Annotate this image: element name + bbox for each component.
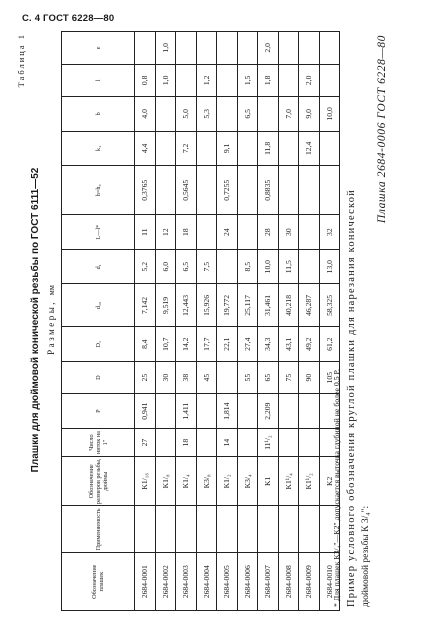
table-cell: 2684-0001 [135,553,156,611]
table-cell [155,506,176,553]
table-cell: 61,2 [319,327,340,362]
table-row [196,32,217,611]
table-cell: 11 [135,215,156,250]
table-cell: 8,4 [135,327,156,362]
table-cell [217,97,238,132]
table-cell: 6,5 [176,249,197,284]
col-header-p: P [62,394,135,429]
table-cell [278,32,299,65]
col-header-l: l [62,64,135,96]
table-cell: 105 [319,361,340,393]
table-cell: 10,0 [258,249,279,284]
table-row [135,32,156,611]
table-cell: 2684-0009 [299,553,320,611]
table-cell: 2684-0003 [176,553,197,611]
table-cell [196,32,217,65]
table-body [135,32,340,611]
table-cell: 43,1 [278,327,299,362]
table-cell: 31,461 [258,284,279,327]
table-cell: 58,325 [319,284,340,327]
col-header-l-l: L—l* [62,215,135,250]
table-cell: K1¹/₄ [278,457,299,506]
table-cell [217,32,238,65]
table-cell: 11,5 [278,249,299,284]
table-cell [299,32,320,65]
table-cell: 1,0 [155,32,176,65]
table-cell: 2,209 [258,394,279,429]
table-cell: 9,0 [299,97,320,132]
table-cell: 1,2 [196,64,217,96]
table-cell: 28 [258,215,279,250]
table-cell: 90 [299,361,320,393]
table-cell [196,166,217,215]
table-cell: 19,772 [217,284,238,327]
table-cell: 1,411 [176,394,197,429]
table-cell [196,215,217,250]
table-cell: 0,7255 [217,166,238,215]
table-row [299,32,320,611]
table-cell [278,394,299,429]
table-cell: 22,1 [217,327,238,362]
table-cell: 5,0 [176,97,197,132]
table-cell: 0,8 [135,64,156,96]
table-cell: 12,443 [176,284,197,327]
table-cell: 30 [155,361,176,393]
table-cell [299,215,320,250]
rotated-content [14,25,404,615]
table-cell: 2684-0010 [319,553,340,611]
table-cell [196,428,217,456]
table-row [237,32,258,611]
table-cell [237,394,258,429]
table-cell [237,428,258,456]
col-header-k1: k₁ [62,131,135,166]
table-cell: 24 [217,215,238,250]
table-cell [155,394,176,429]
table-cell: 46,287 [299,284,320,327]
table-cell: 6,5 [237,97,258,132]
page-header: С. 4 ГОСТ 6228—80 [22,13,115,24]
table-cell: 27,4 [237,327,258,362]
table-cell [258,97,279,132]
table-cell: 0,941 [135,394,156,429]
table-cell [278,131,299,166]
table-cell [217,249,238,284]
table-cell [217,64,238,96]
col-header-thread-size: Обозначение размеров резьбы, дюймы [62,457,135,506]
table-cell: 15,926 [196,284,217,327]
table-cell [237,131,258,166]
table-cell [278,64,299,96]
table-cell: 12,4 [299,131,320,166]
table-cell [319,64,340,96]
table-cell: 18 [176,428,197,456]
table-cell: 7,2 [176,131,197,166]
table-cell: 1,8 [258,64,279,96]
table-row [176,32,197,611]
table-cell: 1,0 [155,64,176,96]
table-cell: 30 [278,215,299,250]
table-cell: K2 [319,457,340,506]
table-cell: 12 [155,215,176,250]
table-cell: K1¹/₂ [299,457,320,506]
table-cell: 14,2 [176,327,197,362]
col-header-e: e [62,32,135,65]
col-header-threads-per-inch: Число ниток на 1" [62,428,135,456]
table-cell: 0,8835 [258,166,279,215]
table-cell: 45 [196,361,217,393]
table-cell [237,166,258,215]
table-cell: 2684-0007 [258,553,279,611]
plates-table [61,31,340,611]
table-cell: 18 [176,215,197,250]
table-cell: 5,2 [135,249,156,284]
table-cell: 49,2 [299,327,320,362]
table-cell [135,32,156,65]
table-cell: 2,0 [258,32,279,65]
table-title: Плашки для дюймовой конической резьбы по ГОСТ 6111—52 [30,167,41,473]
table-cell: 5,3 [196,97,217,132]
table-cell: 0,5645 [176,166,197,215]
table-cell [319,131,340,166]
table-cell: K1/₄ [176,457,197,506]
table-cell: 2,0 [299,64,320,96]
table-cell: 2684-0004 [196,553,217,611]
table-cell [176,506,197,553]
table-cell [299,249,320,284]
table-cell [319,32,340,65]
col-header-d: D [62,361,135,393]
table-cell: 2684-0008 [278,553,299,611]
dimensions-label [46,25,56,615]
table-cell: 11,8 [258,131,279,166]
table-cell: K1/₂ [217,457,238,506]
table-row [217,32,238,611]
table-cell: 1,814 [217,394,238,429]
col-header-d1-small: d₁ [62,249,135,284]
table-cell [299,506,320,553]
table-cell: K3/₈ [196,457,217,506]
table-row [258,32,279,611]
table-cell [135,506,156,553]
table-cell [217,361,238,393]
col-header-d16: d₁₆ [62,284,135,327]
table-cell: 14 [217,428,238,456]
table-cell: 13,0 [319,249,340,284]
table-cell [278,428,299,456]
col-header-applicability: Применяемость [62,506,135,553]
table-cell: K1/₁₆ [135,457,156,506]
table-cell: 27 [135,428,156,456]
table-cell: 0,3765 [135,166,156,215]
table-cell [237,506,258,553]
table-cell [176,32,197,65]
table-cell: 1,5 [237,64,258,96]
table-cell: 2684-0005 [217,553,238,611]
table-cell: K1 [258,457,279,506]
table-cell [278,166,299,215]
table-cell: 7,0 [278,97,299,132]
table-row [278,32,299,611]
table-footnote: * Для плашек К3/₄"—К2" допускается выточка глубиной не более 0,5 P. [332,369,341,607]
table-cell [237,215,258,250]
table-cell [237,32,258,65]
table-cell [196,131,217,166]
table-cell: 25 [135,361,156,393]
dimensions-text: Размеры, [46,299,56,355]
table-cell: 9,519 [155,284,176,327]
table-label: Таблица 1 [16,33,26,88]
table-cell [155,97,176,132]
table-cell [299,166,320,215]
table-cell [278,506,299,553]
table-cell: 4,0 [135,97,156,132]
table-cell: 2684-0002 [155,553,176,611]
table-cell [217,506,238,553]
table-cell [299,394,320,429]
table-cell: 4,4 [135,131,156,166]
table-cell [319,166,340,215]
table-cell: 2684-0006 [237,553,258,611]
example-designation: Плашка 2684-0006 ГОСТ 6228—80 [376,35,388,224]
table-cell: 11¹/₂ [258,428,279,456]
table-cell [176,64,197,96]
table-cell [155,166,176,215]
table-cell: 40,218 [278,284,299,327]
table-cell: 17,7 [196,327,217,362]
table-cell: 7,142 [135,284,156,327]
table-cell: 9,1 [217,131,238,166]
table-cell: 6,0 [155,249,176,284]
table-cell: 55 [237,361,258,393]
table-cell [258,506,279,553]
table-header-row [62,32,135,611]
table-cell: 34,3 [258,327,279,362]
table-cell [196,394,217,429]
col-header-b: b [62,97,135,132]
col-header-d1: D₁ [62,327,135,362]
table-cell: K1/₈ [155,457,176,506]
table-cell: 75 [278,361,299,393]
table-row [155,32,176,611]
table-cell [155,131,176,166]
table-cell: 10,0 [319,97,340,132]
example-intro: Пример условного обозначения круглой плашки для нарезания конической [346,189,357,607]
table-cell: 38 [176,361,197,393]
table-cell: 32 [319,215,340,250]
table-cell: 8,5 [237,249,258,284]
col-header-designation: Обозначение плашек [62,553,135,611]
unit-text: мм [47,285,56,296]
table-cell: K3/₄ [237,457,258,506]
table-cell [155,428,176,456]
table-cell: 25,117 [237,284,258,327]
col-header-h: h=h₀ [62,166,135,215]
table-cell [196,506,217,553]
table-cell: 10,7 [155,327,176,362]
table-cell [299,428,320,456]
table-cell: 7,5 [196,249,217,284]
table-cell: 65 [258,361,279,393]
example-thread: дюймовой резьбы К 3/₄": [361,505,371,607]
